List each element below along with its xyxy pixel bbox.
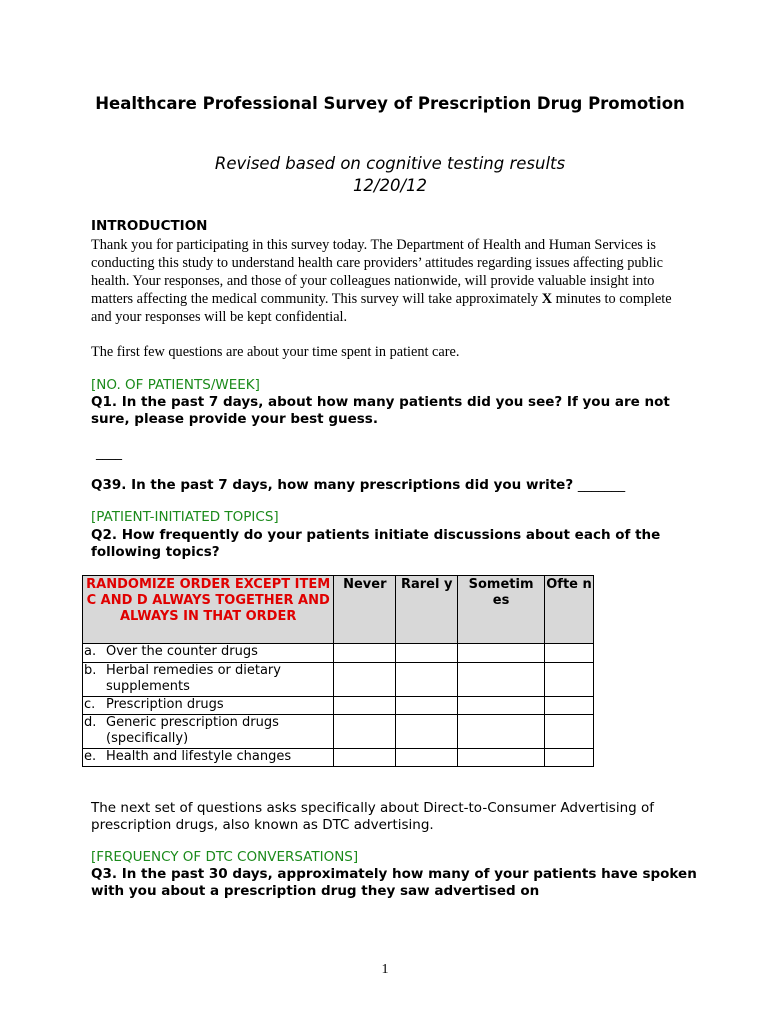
tag-dtc-frequency: [FREQUENCY OF DTC CONVERSATIONS]: [91, 849, 359, 865]
table-header-row: [83, 576, 594, 644]
question-q1: Q1. In the past 7 days, about how many patients did you see? If you are not sure, please provide your best guess.: [91, 394, 670, 427]
table-row: [83, 663, 594, 697]
row-label-cell: [83, 663, 334, 697]
intro-heading: INTRODUCTION: [91, 218, 208, 234]
tag-patient-initiated-topics: [PATIENT-INITIATED TOPICS]: [91, 509, 279, 525]
cell-sometimes[interactable]: [458, 715, 545, 749]
q39-text: Q39. In the past 7 days, how many prescriptions did you write?: [91, 477, 574, 493]
intro-text: Thank you for participating in this survey today. The Department of Health and Human Services is conducting this study to understand health care providers’ attitudes regarding issues affecting public health. Your responses, and those of your colleagues nationwide, will provide valuable insight into matters affecting the medical community. This survey will take approximately: [91, 237, 663, 307]
row-letter: b.: [84, 663, 97, 678]
cell-sometimes[interactable]: [458, 749, 545, 767]
row-label-cell: [83, 644, 334, 663]
table-row: [83, 715, 594, 749]
table-row: [83, 697, 594, 715]
col-header-never: Never: [334, 576, 396, 644]
row-label-cell: [83, 715, 334, 749]
tag-patients-week: [NO. OF PATIENTS/WEEK]: [91, 377, 260, 393]
document-title: Healthcare Professional Survey of Prescription Drug Promotion: [95, 94, 685, 113]
topics-frequency-table: [82, 575, 594, 767]
q1-answer-blank[interactable]: ____: [96, 446, 122, 461]
col-header-sometimes: Sometim es: [458, 576, 545, 644]
question-q2: Q2. How frequently do your patients initiate discussions about each of the following topics?: [91, 527, 661, 560]
col-header-often: Ofte n: [545, 576, 594, 644]
cell-sometimes[interactable]: [458, 663, 545, 697]
cell-never[interactable]: [334, 749, 396, 767]
intro-text-end: minutes to complete and your responses will be kept confidential.: [91, 291, 672, 325]
cell-rarely[interactable]: [396, 715, 458, 749]
cell-never[interactable]: [334, 697, 396, 715]
cell-rarely[interactable]: [396, 749, 458, 767]
q39-answer-blank[interactable]: _______: [577, 477, 626, 493]
dtc-intro-text: The next set of questions asks specifically about Direct-to-Consumer Advertising of prescription drugs, also known as DTC advertising.: [91, 800, 654, 833]
row-label-cell: [83, 697, 334, 715]
row-letter: c.: [84, 697, 96, 712]
row-letter: a.: [84, 644, 97, 659]
cell-rarely[interactable]: [396, 644, 458, 663]
row-label: Health and lifestyle changes: [106, 749, 292, 764]
row-letter: d.: [84, 715, 97, 730]
row-label: Generic prescription drugs (specifically): [106, 715, 279, 746]
randomize-instruction: RANDOMIZE ORDER EXCEPT ITEM C AND D ALWAYS TOGETHER AND ALWAYS IN THAT ORDER: [83, 576, 334, 644]
cell-often[interactable]: [545, 749, 594, 767]
row-label-cell: [83, 749, 334, 767]
cell-often[interactable]: [545, 715, 594, 749]
subtitle-date: 12/20/12: [352, 176, 428, 195]
row-label: Herbal remedies or dietary supplements: [106, 663, 281, 694]
question-q39: [91, 477, 701, 494]
row-label: Over the counter drugs: [106, 644, 258, 659]
cell-rarely[interactable]: [396, 663, 458, 697]
intro-paragraph: [91, 236, 691, 326]
intro-minutes-placeholder: X: [541, 291, 553, 307]
cell-often[interactable]: [545, 697, 594, 715]
cell-never[interactable]: [334, 663, 396, 697]
cell-often[interactable]: [545, 644, 594, 663]
page-number: 1: [381, 962, 389, 977]
document-subtitle: [90, 153, 690, 197]
cell-never[interactable]: [334, 715, 396, 749]
time-spent-text: The first few questions are about your time spent in patient care.: [91, 344, 460, 360]
cell-rarely[interactable]: [396, 697, 458, 715]
question-q3: Q3. In the past 30 days, approximately how many of your patients have spoken with you about a prescription drug they saw advertised on: [91, 866, 697, 899]
cell-sometimes[interactable]: [458, 644, 545, 663]
cell-often[interactable]: [545, 663, 594, 697]
subtitle-revision: Revised based on cognitive testing results: [214, 154, 566, 173]
row-letter: e.: [84, 749, 97, 764]
table-row: [83, 644, 594, 663]
cell-sometimes[interactable]: [458, 697, 545, 715]
cell-never[interactable]: [334, 644, 396, 663]
row-label: Prescription drugs: [106, 697, 224, 712]
table-row: [83, 749, 594, 767]
col-header-rarely: Rarel y: [396, 576, 458, 644]
